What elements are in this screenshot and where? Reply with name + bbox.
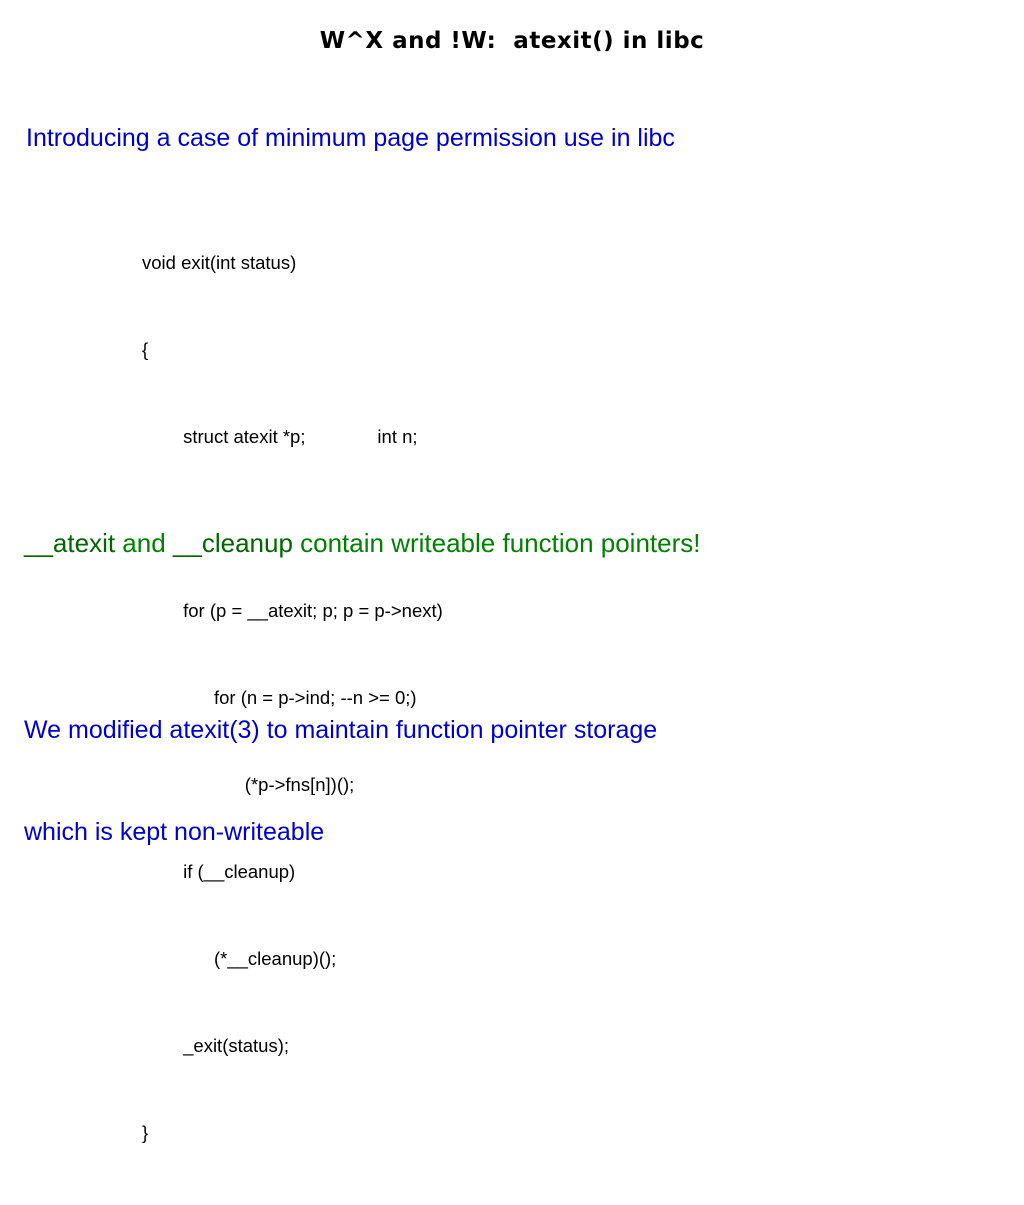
highlight-part-cleanup: __cleanup (172, 528, 293, 558)
code-line: void exit(int status) (142, 252, 297, 273)
closing-line: We modified atexit(3) to maintain function pointer storage (24, 716, 658, 744)
code-line: if (__cleanup) (142, 861, 296, 882)
highlight-text (24, 528, 700, 559)
highlight-part-tail: contain writeable function pointers! (292, 528, 701, 558)
highlight-part-atexit: __atexit (24, 528, 116, 558)
page-title: W^X and !W: atexit() in libc (319, 28, 705, 54)
code-line: _exit(status); (142, 1035, 290, 1056)
code-line: (*__cleanup)(); (142, 948, 337, 969)
closing-text (24, 645, 657, 917)
code-line: struct atexit *p; int n; (142, 426, 418, 447)
code-line: (*p->fns[n])(); (142, 774, 355, 795)
code-line: } (142, 1122, 149, 1143)
code-line: for (p = __atexit; p; p = p->next) (142, 600, 443, 621)
code-line: for (n = p->ind; --n >= 0;) (142, 687, 417, 708)
code-line: { (142, 339, 149, 360)
highlight-part-and: and (115, 528, 173, 558)
intro-text: Introducing a case of minimum page permission use in libc (26, 124, 675, 152)
closing-line: which is kept non-writeable (24, 818, 325, 846)
